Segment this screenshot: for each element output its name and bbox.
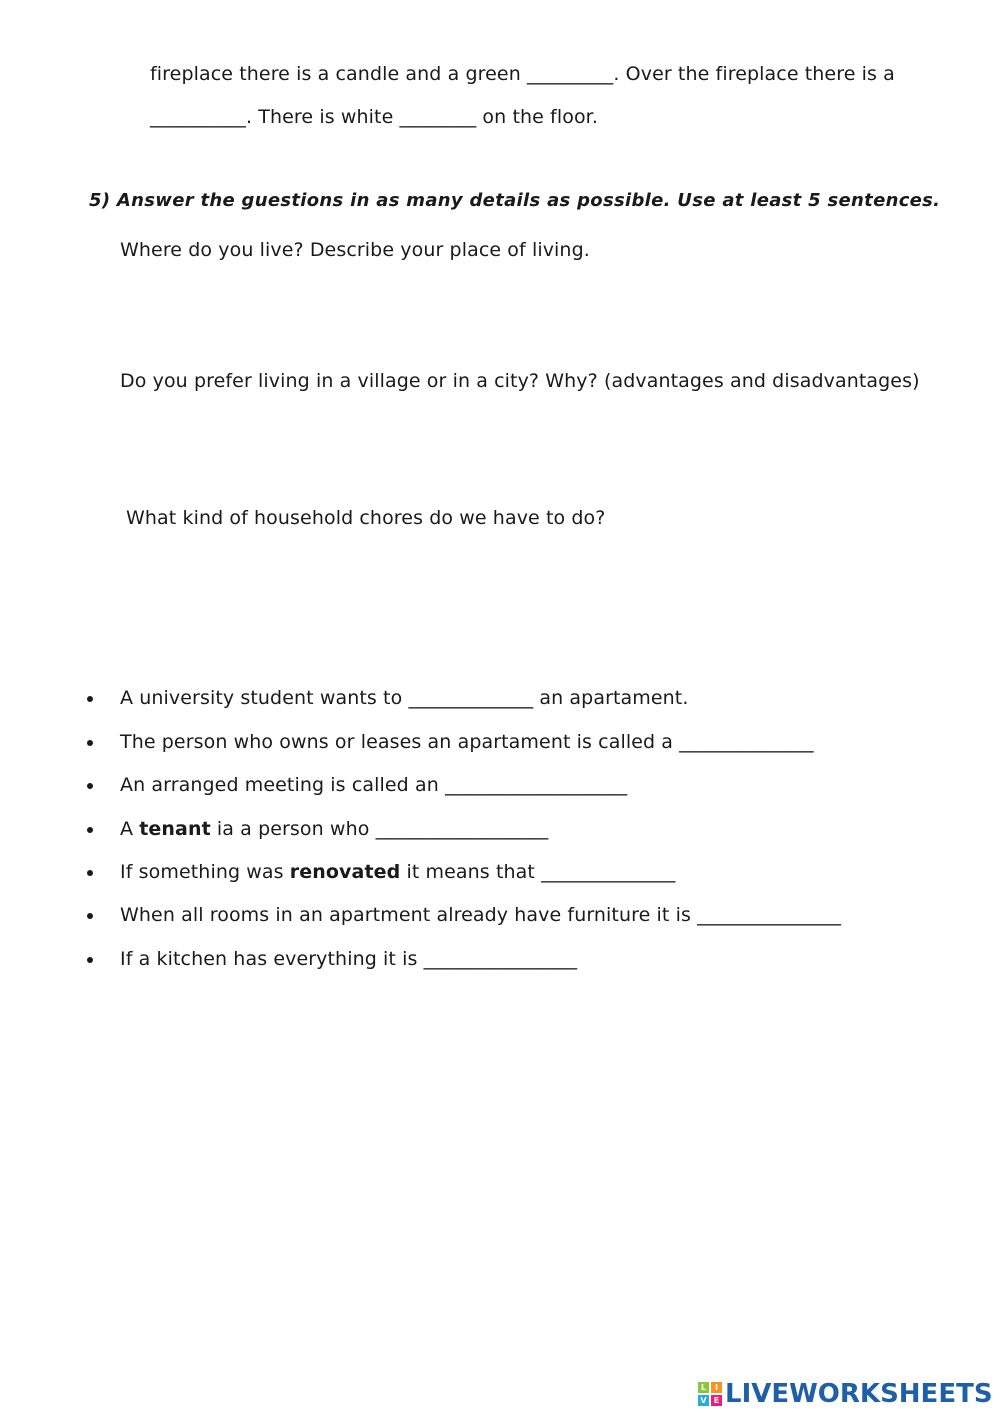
bullet-dot xyxy=(87,957,93,963)
question-1: Where do you live? Describe your place of living. xyxy=(120,239,590,261)
list-item-6: When all rooms in an apartment already have furniture it is _______________ xyxy=(120,904,842,926)
liveworksheets-logo[interactable] xyxy=(698,1377,993,1411)
logo-letter-v: V xyxy=(698,1395,709,1406)
bullet-dot xyxy=(87,870,93,876)
list-item-5 xyxy=(120,859,675,885)
logo-letter-i: I xyxy=(711,1382,722,1393)
paragraph-line-1: fireplace there is a candle and a green _________. Over the fireplace there is a xyxy=(150,63,895,85)
list-item-5-pre: If something was xyxy=(120,861,290,883)
bullet-dot xyxy=(87,740,93,746)
list-item-5-post: it means that ______________ xyxy=(400,861,676,883)
logo-wordmark: LIVEWORKSHEETS xyxy=(725,1379,993,1409)
bullet-dot xyxy=(87,783,93,789)
task-5-heading: 5) Answer the guestions in as many details as possible. Use at least 5 sentences. xyxy=(89,190,941,211)
term-renovated: renovated xyxy=(289,861,401,883)
bullet-dot xyxy=(87,827,93,833)
bullet-dot xyxy=(87,913,93,919)
logo-letter-l: L xyxy=(698,1382,709,1393)
question-2: Do you prefer living in a village or in a city? Why? (advantages and disadvantages) xyxy=(120,370,920,392)
list-item-4-pre: A xyxy=(120,818,140,840)
list-item-4 xyxy=(120,816,548,842)
list-item-4-post: ia a person who __________________ xyxy=(210,818,549,840)
paragraph-line-2: __________. There is white ________ on the floor. xyxy=(150,106,598,128)
list-item-7: If a kitchen has everything it is ________________ xyxy=(120,948,578,970)
list-item-2: The person who owns or leases an apartament is called a ______________ xyxy=(120,731,814,753)
bullet-dot xyxy=(87,696,93,702)
question-3: What kind of household chores do we have to do? xyxy=(126,507,606,529)
list-item-1: A university student wants to _____________ an apartament. xyxy=(120,687,689,709)
list-item-3: An arranged meeting is called an ___________________ xyxy=(120,774,628,796)
logo-letter-e: E xyxy=(711,1395,722,1406)
term-tenant: tenant xyxy=(139,818,211,840)
logo-mark-icon xyxy=(698,1382,722,1406)
